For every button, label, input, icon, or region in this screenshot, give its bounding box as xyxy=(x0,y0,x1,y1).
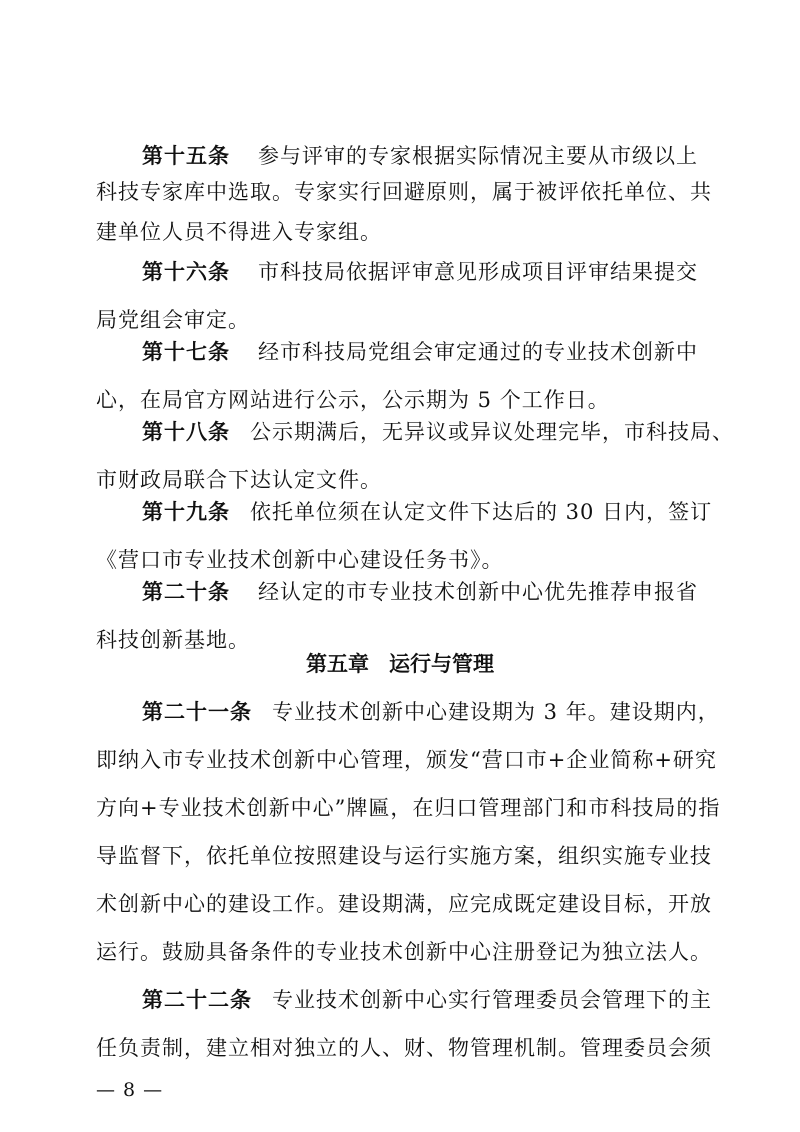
article-15-line-3 xyxy=(0,212,800,252)
article-text: 依托单位须在认定文件下达后的 30 日内，签订 xyxy=(250,500,713,524)
article-text: 专业技术创新中心建设期为 3 年。建设期内， xyxy=(272,700,720,724)
article-15-line-2 xyxy=(0,172,800,212)
article-heading: 第二十一条 xyxy=(142,699,252,724)
article-text: 《营口市专业技术创新中心建设任务书》。 xyxy=(96,548,504,572)
article-text: 任负责制，建立相对独立的人、财、物管理机制。管理委员会须 xyxy=(96,1036,712,1060)
article-text: 心，在局官方网站进行公示，公示期为 5 个工作日。 xyxy=(96,388,610,412)
article-text: 即纳入市专业技术创新中心管理，颁发“营口市+企业简称+研究 xyxy=(96,748,717,772)
article-21-line-2 xyxy=(0,740,800,780)
article-heading: 第二十二条 xyxy=(142,987,252,1012)
article-heading: 第十七条 xyxy=(142,339,230,364)
article-21-line-6 xyxy=(0,932,800,972)
article-21-line-5 xyxy=(0,884,800,924)
article-text: 经认定的市专业技术创新中心优先推荐申报省 xyxy=(258,580,698,604)
article-21-line-4 xyxy=(0,836,800,876)
article-text: 方向+专业技术创新中心”牌匾，在归口管理部门和市科技局的指 xyxy=(96,796,721,820)
article-text: 局党组会审定。 xyxy=(96,308,250,332)
article-21-line-1 xyxy=(0,692,800,732)
article-15-line-1 xyxy=(0,136,800,176)
article-text: 术创新中心的建设工作。建设期满，应完成既定建设目标，开放 xyxy=(96,892,712,916)
chapter-heading xyxy=(0,644,800,684)
article-heading: 第十五条 xyxy=(142,143,230,168)
article-heading: 第十六条 xyxy=(142,259,230,284)
article-text: 专业技术创新中心实行管理委员会管理下的主 xyxy=(272,988,712,1012)
article-22-line-1 xyxy=(0,980,800,1020)
article-20-line-1 xyxy=(0,572,800,612)
article-text: 市财政局联合下达认定文件。 xyxy=(96,468,382,492)
article-heading: 第二十条 xyxy=(142,579,230,604)
article-text: 建单位人员不得进入专家组。 xyxy=(96,220,382,244)
page-number: — 8 — xyxy=(96,1079,164,1101)
article-19-line-1 xyxy=(0,492,800,532)
article-heading: 第十八条 xyxy=(142,419,230,444)
article-text: 导监督下，依托单位按照建设与运行实施方案，组织实施专业技 xyxy=(96,844,712,868)
article-17-line-1 xyxy=(0,332,800,372)
chapter-title: 运行与管理 xyxy=(389,652,494,676)
article-text: 公示期满后，无异议或异议处理完毕，市科技局、 xyxy=(250,420,734,444)
article-text: 科技专家库中选取。专家实行回避原则，属于被评依托单位、共 xyxy=(96,180,712,204)
article-text: 科技创新基地。 xyxy=(96,628,250,652)
article-21-line-3 xyxy=(0,788,800,828)
article-18-line-1 xyxy=(0,412,800,452)
chapter-number: 第五章 xyxy=(306,652,369,676)
article-text: 运行。鼓励具备条件的专业技术创新中心注册登记为独立法人。 xyxy=(96,940,712,964)
article-16-line-1 xyxy=(0,252,800,292)
article-text: 参与评审的专家根据实际情况主要从市级以上 xyxy=(258,144,698,168)
article-22-line-2 xyxy=(0,1028,800,1068)
article-text: 经市科技局党组会审定通过的专业技术创新中 xyxy=(258,340,698,364)
article-text: 市科技局依据评审意见形成项目评审结果提交 xyxy=(258,260,698,284)
article-heading: 第十九条 xyxy=(142,499,230,524)
